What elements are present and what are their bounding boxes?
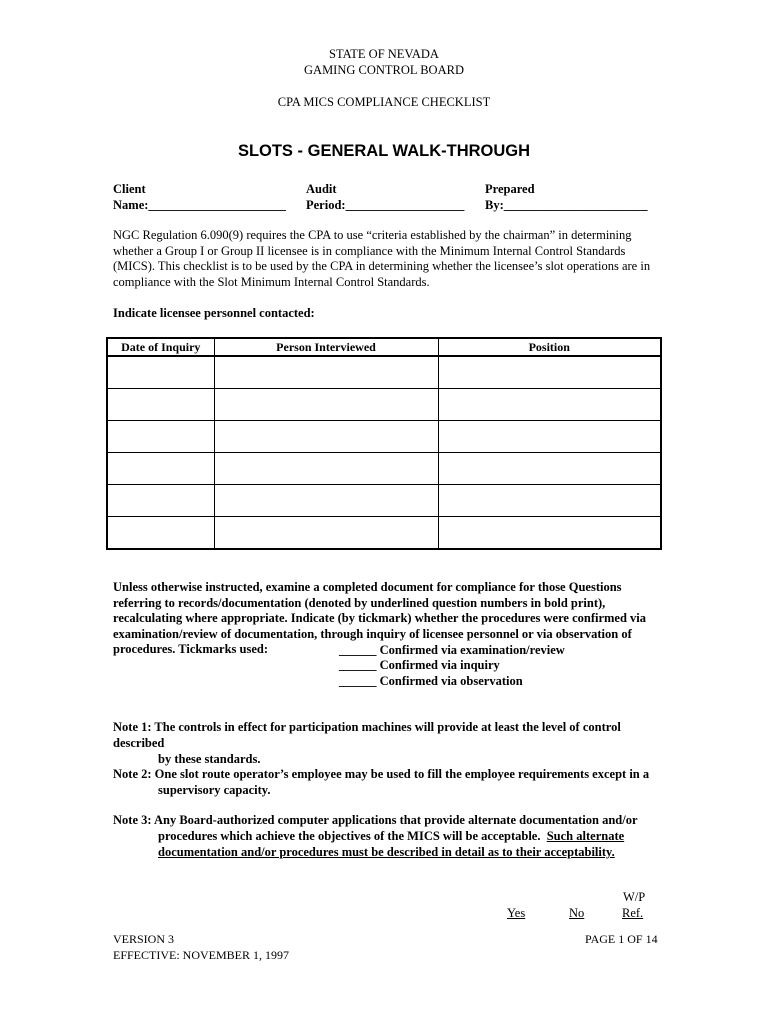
client-name-field[interactable] xyxy=(113,181,286,213)
table-row xyxy=(107,421,661,453)
table-row xyxy=(107,356,661,389)
audit-period-field[interactable] xyxy=(306,181,464,213)
note-2-line-2: supervisory capacity. xyxy=(158,783,271,797)
client-label: Client xyxy=(113,182,146,196)
note-3-line-1: Note 3: Any Board-authorized computer applications that provide alternate documentation and/or xyxy=(113,813,638,827)
table-row xyxy=(107,389,661,421)
prepared-by-field[interactable] xyxy=(485,181,648,213)
position-cell[interactable] xyxy=(438,485,661,517)
note-1-line-2: by these standards. xyxy=(158,752,261,766)
person-interviewed-header: Person Interviewed xyxy=(214,338,438,356)
note-1-line-1: Note 1: The controls in effect for participation machines will provide at least the level of control described xyxy=(113,720,621,750)
ref-column-heading: Ref. xyxy=(622,906,644,920)
version-label: VERSION 3 xyxy=(113,932,175,946)
table-header-row xyxy=(107,338,661,356)
note-2 xyxy=(113,766,658,798)
note-2-line-1: Note 2: One slot route operator’s employee may be used to fill the employee requirements except in a xyxy=(113,767,650,781)
date-cell[interactable] xyxy=(107,356,214,389)
position-header: Position xyxy=(438,338,661,356)
page-number: PAGE 1 OF 14 xyxy=(585,932,658,946)
audit-label: Audit xyxy=(306,182,337,196)
tickmark-observation: ______ Confirmed via observation xyxy=(339,674,523,688)
no-column-heading: No xyxy=(569,906,585,920)
board-heading: GAMING CONTROL BOARD xyxy=(304,63,464,77)
instructions-paragraph: Unless otherwise instructed, examine a completed document for compliance for those Questions referring to records/documentation (denoted by underlined question numbers in bold print), recalculating where appropriate. Indicate (by tickmark) whether the procedures were confirmed via examination/review of documentation, through inquiry of licensee personnel or via observation of procedures. Tickmarks used: xyxy=(113,580,647,656)
person-cell[interactable] xyxy=(214,453,438,485)
client-name-blank: Name:______________________ xyxy=(113,198,286,212)
person-cell[interactable] xyxy=(214,421,438,453)
table-row xyxy=(107,453,661,485)
page-title: SLOTS - GENERAL WALK-THROUGH xyxy=(237,142,531,160)
yes-column-heading: Yes xyxy=(507,906,526,920)
note-3-line-2-underlined: Such alternate xyxy=(546,829,625,843)
date-cell[interactable] xyxy=(107,485,214,517)
person-cell[interactable] xyxy=(214,517,438,550)
date-cell[interactable] xyxy=(107,453,214,485)
note-1 xyxy=(113,719,658,767)
person-cell[interactable] xyxy=(214,356,438,389)
prepared-by-blank: By:_______________________ xyxy=(485,198,648,212)
position-cell[interactable] xyxy=(438,356,661,389)
table-row xyxy=(107,517,661,550)
state-heading: STATE OF NEVADA xyxy=(329,47,439,61)
position-cell[interactable] xyxy=(438,517,661,550)
prepared-label: Prepared xyxy=(485,182,535,196)
position-cell[interactable] xyxy=(438,421,661,453)
person-cell[interactable] xyxy=(214,485,438,517)
checklist-heading: CPA MICS COMPLIANCE CHECKLIST xyxy=(277,95,491,109)
position-cell[interactable] xyxy=(438,453,661,485)
personnel-contacted-label: Indicate licensee personnel contacted: xyxy=(113,306,315,320)
tickmark-examination: ______ Confirmed via examination/review xyxy=(339,643,565,657)
date-cell[interactable] xyxy=(107,421,214,453)
tickmark-inquiry: ______ Confirmed via inquiry xyxy=(339,658,500,672)
date-cell[interactable] xyxy=(107,517,214,550)
wp-column-heading: W/P xyxy=(623,890,646,904)
person-cell[interactable] xyxy=(214,389,438,421)
note-3-line-2: procedures which achieve the objectives of the MICS will be acceptable. xyxy=(158,829,547,843)
table-row xyxy=(107,485,661,517)
note-3-line-3: documentation and/or procedures must be described in detail as to their acceptability. xyxy=(158,845,615,859)
intro-paragraph: NGC Regulation 6.090(9) requires the CPA to use “criteria established by the chairman” in determining whether a Group I or Group II licensee is in compliance with the Minimum Internal Control Standards (MICS). This checklist is to be used by the CPA in determining whether the licensee’s slot operations are in compliance with the Slot Minimum Internal Control Standards. xyxy=(113,228,651,289)
audit-period-blank: Period:___________________ xyxy=(306,198,465,212)
effective-date: EFFECTIVE: NOVEMBER 1, 1997 xyxy=(113,948,290,962)
date-of-inquiry-header: Date of Inquiry xyxy=(107,338,214,356)
date-cell[interactable] xyxy=(107,389,214,421)
personnel-table xyxy=(106,337,662,550)
note-3-line-2-wrap xyxy=(113,828,658,844)
position-cell[interactable] xyxy=(438,389,661,421)
note-3 xyxy=(113,812,658,860)
